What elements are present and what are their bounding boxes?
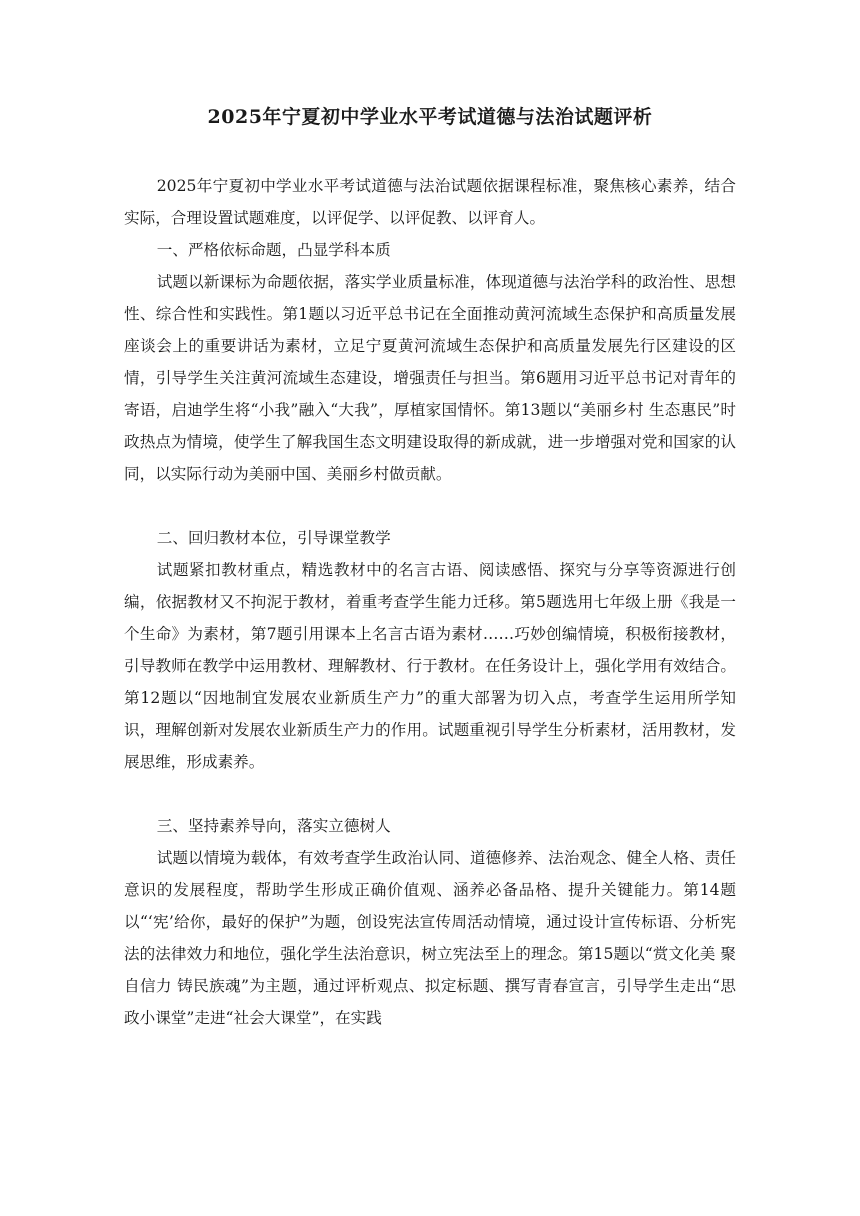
document-title: 2025年宁夏初中学业水平考试道德与法治试题评析: [207, 106, 653, 128]
section-2-heading: 二、回归教材本位，引导课堂教学: [156, 529, 391, 547]
document-body: [124, 170, 736, 1034]
section-2-body: 试题紧扣教材重点，精选教材中的名言古语、阅读感悟、探究与分享等资源进行创编，依据教材又不拘泥于教材，着重考查学生能力迁移。第5题选用七年级上册《我是一个生命》为素材，第7题引用课本上名言古语为素材……巧妙创编情境，积极衔接教材，引导教师在教学中运用教材、理解教材、行于教材。在任务设计上，强化学用有效结合。第12题以“因地制宜发展农业新质生产力”的重大部署为切入点，考查学生运用所学知识，理解创新对发展农业新质生产力的作用。试题重视引导学生分析素材，活用教材，发展思维，形成素养。: [124, 561, 736, 771]
intro-paragraph: 2025年宁夏初中学业水平考试道德与法治试题依据课程标准，聚焦核心素养，结合实际，合理设置试题难度，以评促学、以评促教、以评育人。: [124, 177, 736, 227]
paragraph-spacer: [124, 490, 736, 522]
section-3-heading: 三、坚持素养导向，落实立德树人: [156, 817, 391, 835]
section-3-body: 试题以情境为载体，有效考查学生政治认同、道德修养、法治观念、健全人格、责任意识的发展程度，帮助学生形成正确价值观、涵养必备品格、提升关键能力。第14题以“‘宪’给你，最好的保护”为题，创设宪法宣传周活动情境，通过设计宣传标语、分析宪法的法律效力和地位，强化学生法治意识，树立宪法至上的理念。第15题以“赏文化美 聚自信力 铸民族魂”为主题，通过评析观点、拟定标题、撰写青春宣言，引导学生走出“思政小课堂”走进“社会大课堂”，在实践: [124, 849, 736, 1027]
section-1-body: 试题以新课标为命题依据，落实学业质量标准，体现道德与法治学科的政治性、思想性、综合性和实践性。第1题以习近平总书记在全面推动黄河流域生态保护和高质量发展座谈会上的重要讲话为素材，立足宁夏黄河流域生态保护和高质量发展先行区建设的区情，引导学生关注黄河流域生态建设，增强责任与担当。第6题用习近平总书记对青年的寄语，启迪学生将“小我”融入“大我”，厚植家国情怀。第13题以“美丽乡村 生态惠民”时政热点为情境，使学生了解我国生态文明建设取得的新成就，进一步增强对党和国家的认同，以实际行动为美丽中国、美丽乡村做贡献。: [124, 273, 736, 483]
paragraph-spacer: [124, 778, 736, 810]
section-1-heading: 一、严格依标命题，凸显学科本质: [156, 241, 391, 259]
